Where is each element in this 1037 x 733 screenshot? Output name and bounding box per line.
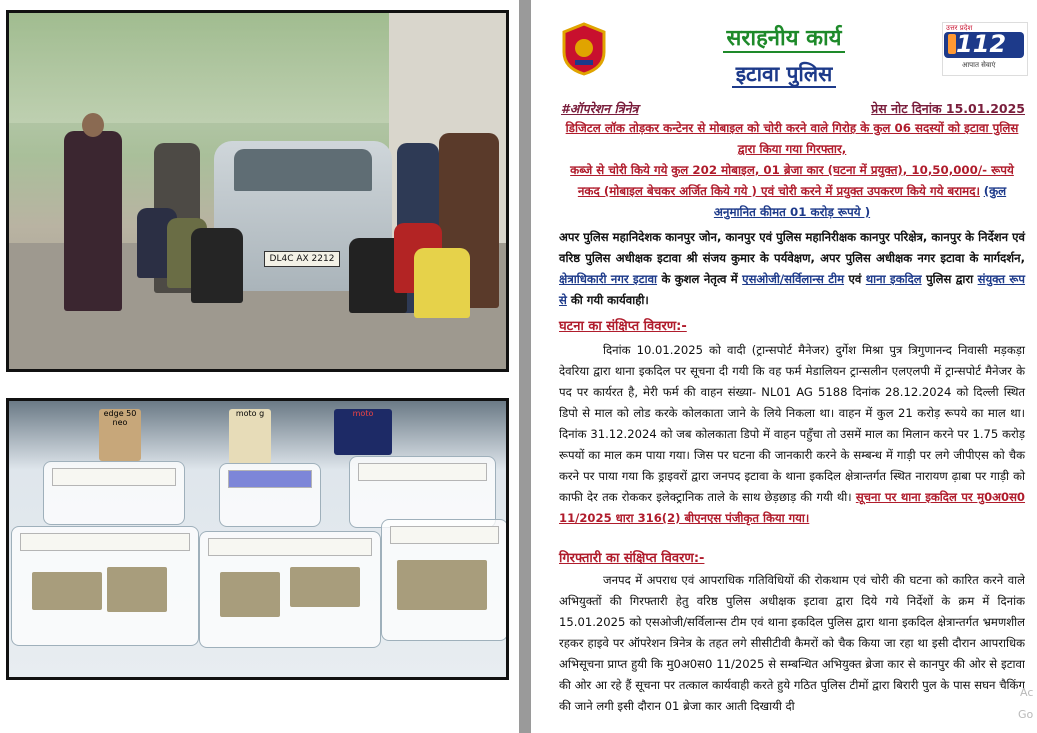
cash-bundle	[107, 567, 167, 612]
press-note-document	[531, 0, 1037, 733]
officer-figure	[64, 131, 122, 311]
container-label	[358, 463, 487, 481]
cash-container	[381, 519, 508, 641]
phone-box: moto g	[229, 409, 271, 464]
accused-figure	[414, 248, 470, 318]
arrest-photo	[6, 10, 509, 372]
photo-panel	[0, 0, 518, 733]
incident-paragraph: दिनांक 10.01.2025 को वादी (ट्रान्सपोर्ट मैनेजर) दुर्गेश मिश्रा पुत्र त्रिगुणानन्द निवासी मड़कड़ा देवरिया द्वारा थाना इकदिल पर सूचना दी गयी कि वह फर्म मेडालियन ट्रान्सलीन एलएलपी में ट्रान्सपोर्ट मैनेजर के पद पर कार्यरत है, मेरी फर्म की वाहन संख्या- NL01 AG 5188 दिनांक 28.12.2024 को दिल्ली स्थित डिपो से माल को लोड करके कोलकाता जाने के लिये निकला था। वाहन में कुल 21 करोड़ रूपये का माल था। दिनांक 31.12.2024 को जब कोलकाता डिपो में वाहन पहुँचा तो उसमें माल का मिलान करने पर 1.75 करोड़ रूपयों का माल कम पाया गया। जिस पर घटना की जानकारी करने के सम्बन्ध में गाड़ी पर लगे जीपीएस को चैक करने पर पाया गया कि ड्राइवरों द्वारा जनपद इटावा के थाना इकदिल क्षेत्रान्तर्गत स्थित नारायण ढ़ाबा पर गाड़ी को काफी देर तक रोककर इलेक्ट्रानिक ताले के साथ छेड़छाड़ की गयी थी। सूचना पर थाना इकदिल पर मु0अ0स0 11/2025 धारा 316(2) बीएनएस पंजीकृत किया गया।	[559, 343, 1026, 525]
evidence-container	[349, 456, 496, 528]
cash-bundle	[397, 560, 487, 610]
cash-container	[11, 526, 199, 646]
evidence-container	[219, 463, 321, 527]
container-label	[208, 538, 372, 556]
container-label	[228, 470, 312, 488]
recovery-details: कुल 202 मोबाइल, 01 ब्रेजा कार (घटना में प्रयुक्त), 10,50,000/- रूपये नकद (मोबाइल बेचकर अर्जित किये गये ) एवं चोरी करने में प्रयुक्त उपकरण किये गये बरामद।	[577, 163, 1014, 198]
press-note-date: प्रेस नोट दिनांक 15.01.2025	[871, 101, 1025, 116]
recovery-prefix: कब्जे से चोरी किये गये	[570, 163, 668, 177]
phone-box: moto	[334, 409, 392, 455]
panel-divider	[519, 0, 531, 733]
watermark-text: Go	[1018, 708, 1034, 721]
intro-paragraph: अपर पुलिस महानिदेशक कानपुर जोन, कानपुर एवं पुलिस महानिरीक्षक कानपुर परिक्षेत्र, कानपुर के निर्देशन एवं वरिष्ठ पुलिस अधीक्षक इटावा श्री संजय कुमार के पर्यवेक्षण, अपर पुलिस अधीक्षक नगर इटावा के मार्गदर्शन, क्षेत्राधिकारी नगर इटावा के कुशल नेतृत्व में एसओजी/सर्विलान्स टीम एवं थाना इकदिल पुलिस द्वारा संयुक्त रूप से की गयी कार्यवाही।	[559, 230, 1026, 307]
evidence-container	[43, 461, 185, 525]
cash-bundle	[220, 572, 280, 617]
car-number-plate: DL4C AX 2212	[264, 251, 340, 267]
cash-container	[199, 531, 381, 648]
headline-block	[559, 118, 1025, 223]
cash-bundle	[32, 572, 102, 610]
container-label	[52, 468, 176, 486]
arrest-paragraph: जनपद में अपराध एवं आपराधिक गतिविधियों की रोकथाम एवं चोरी की घटना को कारित करने वाले अभियुक्तों की गिरफ्तारी हेतु वरिष्ठ पुलिस अधीक्षक इटावा द्वारा दिये गये निर्देशों के क्रम में दिनांक 15.01.2025 को एसओजी/सर्विलान्स टीम एवं थाना इकदिल पुलिस द्वारा थाना इकदिल क्षेत्रान्तर्गत भ्रमणशील रहकर हाइवे पर ऑपरेशन त्रिनेत्र के तहत लगे सीसीटीवी कैमरों को चैक किया जा रहा था इसी दौरान आपराधिक अभिसूचना प्राप्त हुयी कि मु0अ0स0 11/2025 से सम्बन्धित अभियुक्त ब्रेजा कार से कानपुर की ओर से इटावा की ओर आ रहे हैं सूचना पर तत्काल कार्यवाही करते हुये गठित पुलिस टीमों द्वारा बिरारी पुल के पास सघन चैकिंग की जाने लगी इसी दौरान 01 ब्रेजा कार आती दिखायी दी	[559, 573, 1025, 713]
recovered-items-photo	[6, 398, 509, 680]
container-label	[20, 533, 190, 551]
cash-bundle	[290, 567, 360, 607]
operation-hashtag: #ऑपरेशन त्रिनेत्र	[561, 101, 639, 116]
accused-figure	[191, 228, 243, 303]
recovery-value: (कुल अनुमानित कीमत 01 करोड़ रूपये )	[713, 184, 1007, 219]
officer-head	[82, 113, 104, 137]
up112-logo: उत्तर प्रदेश 112 आपात सेवाएं	[942, 22, 1026, 74]
car-windshield	[234, 149, 372, 191]
watermark-text: Ac	[1020, 686, 1034, 699]
document-subtitle: इटावा पुलिस	[531, 60, 1037, 88]
document-title: सराहनीय कार्य	[531, 22, 1037, 52]
phone-box: edge 50 neo	[99, 409, 141, 461]
section-arrest-heading: गिरफ्तारी का संक्षिप्त विवरण:-	[559, 551, 705, 566]
headline: डिजिटल लॉक तोड़कर कन्टेनर से मोबाइल को चोरी करने वाले गिरोह के कुल 06 सदस्यों को इटावा पुलिस द्वारा किया गया गिरफ्तार,	[565, 121, 1019, 156]
container-label	[390, 526, 499, 544]
section-incident-heading: घटना का संक्षिप्त विवरण:-	[559, 319, 687, 334]
